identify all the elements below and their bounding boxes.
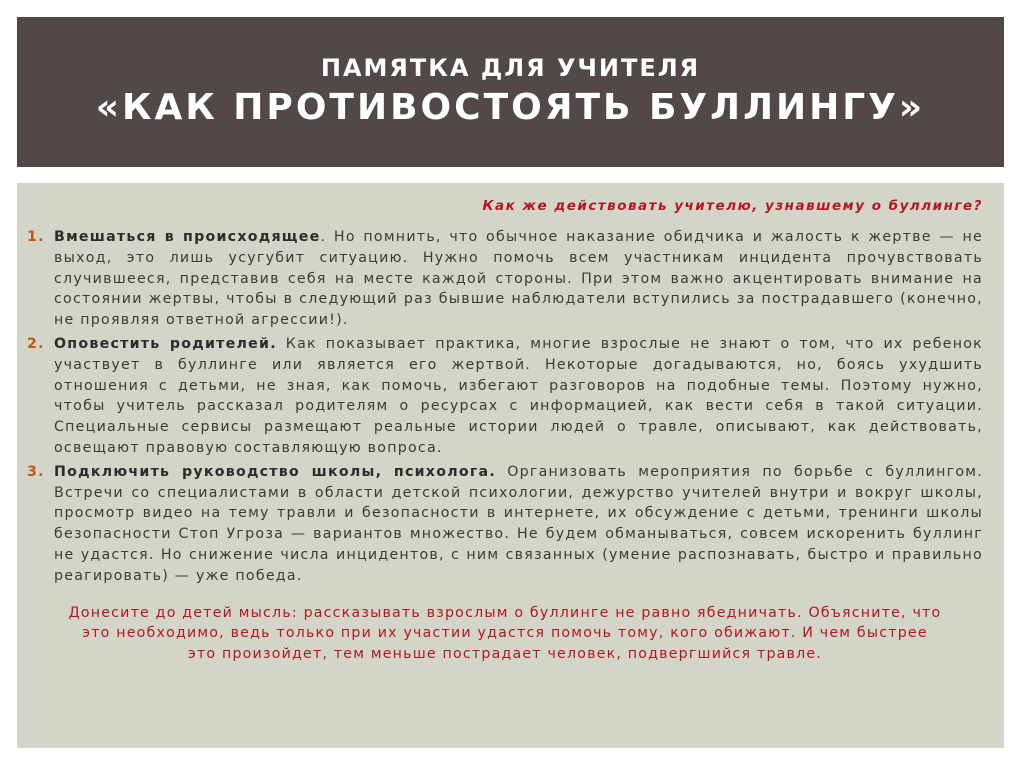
list-item [27, 462, 983, 587]
item-text: Организовать мероприятия по борьбе с буллингом. Встречи со специалистами в области детской психологии, дежурство учителей внутри и вокруг школы, просмотр видео на тему травли и безопасности в интернете, их обсуждение с детьми, тренинги школы безопасности Стоп Угроза — вариантов множество. Не будем обманываться, совсем искоренить буллинг не удастся. Но снижение числа инцидентов, с ним связанных (умение распознавать, быстро и правильно реагировать) — уже победа. [54, 463, 983, 584]
item-lead: Оповестить родителей. [54, 335, 277, 352]
item-text: Как показывает практика, многие взрослые не знают о том, что их ребенок участвует в буллинге или является его жертвой. Некоторые догадываются, но, боясь ухудшить отношения с детьми, не зная, как помочь, избегают разговоров на подобные темы. Поэтому нужно, чтобы учитель рассказал родителям о ресурсах с информацией, как вести себя в такой ситуации. Специальные сервисы размещают реальные истории людей о травле, описывают, как действовать, освещают правовую составляющую вопроса. [54, 335, 983, 456]
item-lead: Вмешаться в происходящее [54, 229, 321, 245]
list-number: 1. [27, 229, 45, 245]
steps-list [27, 227, 983, 587]
list-item [27, 334, 983, 459]
title-subtitle: ПАМЯТКА ДЛЯ УЧИТЕЛЯ [320, 54, 701, 82]
question-heading: Как же действовать учителю, узнавшему о буллинге? [482, 198, 983, 214]
item-lead: Подключить руководство школы, психолога. [54, 463, 496, 480]
content-panel [17, 183, 1004, 748]
item-text: . Но помнить, что обычное наказание обидчика и жалость к жертве — не выход, это лишь усугубит ситуацию. Нужно помочь всем участникам инцидента прочувствовать случившееся, представив себя на месте каждой стороны. При этом важно акцентировать внимание на состоянии жертвы, чтобы в следующий раз бывшие наблюдатели вступились за пострадавшего (конечно, не проявляя ответной агрессии!). [54, 229, 983, 329]
list-item [27, 227, 983, 331]
list-number: 3. [27, 463, 45, 480]
closing-note: Донесите до детей мысль: рассказывать взрослым о буллинге не равно ябедничать. Объясните, что это необходимо, ведь только при их участии удастся помочь тому, кого обижают. И чем быстрее это произойдет, тем меньше пострадает человек, подвергшийся травле. [68, 604, 942, 663]
page-title: «КАК ПРОТИВОСТОЯТЬ БУЛЛИНГУ» [95, 87, 926, 128]
title-banner [17, 17, 1004, 167]
list-number: 2. [27, 335, 45, 352]
